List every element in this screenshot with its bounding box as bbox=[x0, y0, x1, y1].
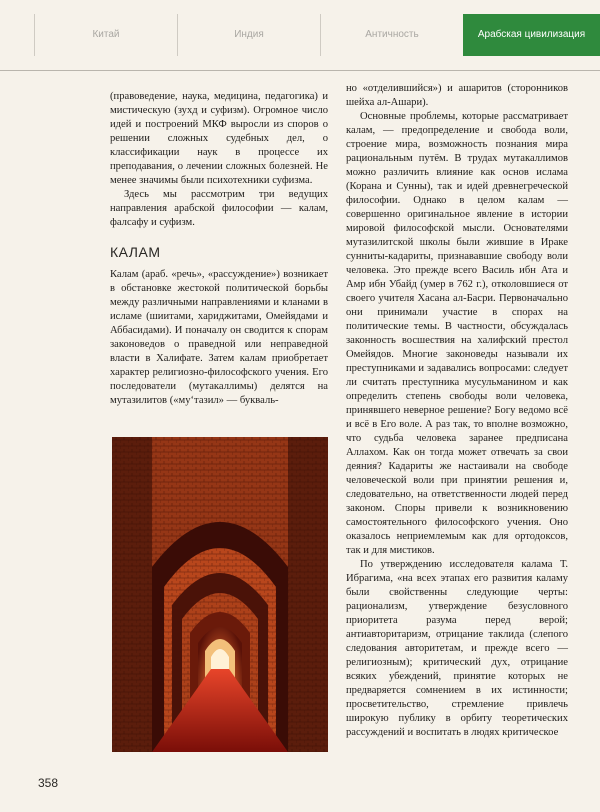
body-paragraph: Здесь мы рассмотрим три ведущих направления арабской философии — калам, фалсафу и суфизм. bbox=[110, 189, 328, 228]
body-paragraph: но «отделившийся») и ашаритов (сторонников шейха ал-Ашари). bbox=[346, 83, 568, 108]
body-paragraph: Калам (араб. «речь», «рассуждение») возникает в обстановке жестокой политической борьбы между различными направлениями и кланами в исламе (шиитами, хариджитами, Омейядами и Аббасидами). И поначалу он сводится к спорам законоведов о праведной или неправедной власти в Халифате. Затем калам приобретает характер религиозно-философского учения. Его последователи (мутакаллимы) делятся на мутазилитов («му‘тазил» — букваль- bbox=[110, 269, 328, 406]
section-heading: КАЛАМ bbox=[110, 244, 161, 260]
header-rule bbox=[0, 70, 600, 71]
tab-china[interactable]: Китай bbox=[34, 14, 177, 56]
body-paragraph: Основные проблемы, которые рассматривает калам, — предопределение и свобода воли, строение мира, возможность познания мира рациональным путём. В трудах мутакаллимов можно различить влияние как основ ислама (Корана и Сунны), так и идей древнегреческой философии. Однако в целом калам — совершенно оригинальное явление в истории мировой философской мысли. Основателями мутазилитской школы были жившие в Ираке сунниты-кадариты, признававшие свободу воли человека. Это прежде всего Василь ибн Ата и Амр ибн Убайд (умер в 762 г.), отколовшиеся от своего учителя Хасана ал-Басри. Первоначально они принимали участие в спорах на политические темы. В частности, обсуждалась законность восшествия на халифский престол Омейядов. Многие законоведы называли их преступниками и задавались вопросами: следует ли считать преступника мусульманином и как определить степень свободы воли человека, принявшего неверное решение? Богу ведомо всё и всё в Его воле. А раз так, то вполне возможно, что судьба человека заранее предписана Аллахом. Как он тогда может отвечать за свои деяния? Кадариты же настаивали на свободе человеческой воли при принятии решения и, следовательно, на ответственности людей перед законом. Споры привели к возникновению самостоятельного философского учения. Оно оказалось неприемлемым как для ортодоксов, так и для мистиков. bbox=[346, 111, 568, 556]
section-tabs bbox=[0, 14, 600, 56]
mosque-arches-photo bbox=[112, 437, 328, 752]
tab-antiquity[interactable]: Античность bbox=[320, 14, 463, 56]
left-column-top bbox=[110, 90, 328, 230]
left-column-kalam bbox=[110, 268, 328, 408]
body-paragraph: По утверждению исследователя калама Т. Ибрагима, «на всех этапах его развития каламу были свойственны следующие черты: рационализм, утверждение безусловного приоритета разума перед верой; антиавторитаризм, отрицание таклида (слепого следования авторитетам, и прежде всего — религиозным); критический дух, отрицание всяких убеждений, принятие которых не предваряется сомнением в их истинности; просветительство, стремление привлечь широкую публику в орбиту теоретических рассуждений и воспитать в людях критическое bbox=[346, 559, 568, 738]
right-column bbox=[346, 82, 568, 740]
tab-india[interactable]: Индия bbox=[177, 14, 320, 56]
tab-arab-civilization[interactable]: Арабская цивилизация bbox=[463, 14, 600, 56]
body-paragraph: (правоведение, наука, медицина, педагогика) и мистическую (зухд и суфизм). Огромное число идей и построений МКФ выросли из споров о решении сложных судебных дел, о классификации наук в процессе их преподавания, о лечении сложных болезней. Не менее значимы были психотехники суфизма. bbox=[110, 91, 328, 186]
page-number: 358 bbox=[38, 776, 59, 790]
